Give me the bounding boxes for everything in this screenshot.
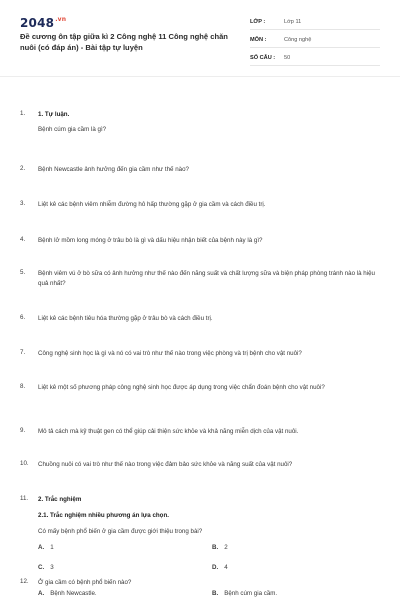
option-label: B.: [212, 544, 219, 551]
question-number: 8.: [20, 383, 26, 390]
option-label: D.: [212, 564, 219, 571]
question-text: Liệt kê một số phương pháp công nghệ sinh học được áp dụng trong việc chẩn đoán bệnh cho vật nuôi?: [38, 384, 325, 391]
option-text: Bệnh cúm gia cầm.: [224, 590, 278, 597]
section-title: 1. Tự luận.: [38, 111, 70, 118]
logo-number: 2048: [20, 16, 55, 30]
question-text: Mô tả cách mà kỹ thuật gen có thể giúp cải thiện sức khỏe và khả năng miễn dịch của vật nuôi.: [38, 428, 299, 435]
option-label: C.: [38, 564, 45, 571]
question-text: Bệnh Newcastle ảnh hưởng đến gia cầm như thế nào?: [38, 166, 189, 173]
section-title: 2. Trắc nghiệm: [38, 496, 82, 503]
header-divider: [0, 76, 400, 77]
option-text: Bệnh Newcastle.: [50, 590, 97, 597]
question-text: Công nghệ sinh học là gì và nó có vai trò như thế nào trong việc phòng và trị bệnh cho vật nuôi?: [38, 350, 302, 357]
option-text: 2: [224, 544, 228, 551]
question-number: 9.: [20, 427, 26, 434]
question-number: 7.: [20, 349, 26, 356]
option-label: A.: [38, 544, 45, 551]
meta-row-class: [250, 16, 380, 30]
question-number: 3.: [20, 200, 26, 207]
question-text: Bệnh cúm gia cầm là gì?: [38, 126, 107, 133]
option-a[interactable]: [38, 544, 54, 551]
question-number: 4.: [20, 236, 26, 243]
logo-suffix: .vn: [55, 16, 67, 23]
document-title: Đề cương ôn tập giữa kì 2 Công nghệ 11 Công nghệ chăn nuôi (có đáp án) - Bài tập tự luyện: [20, 32, 228, 52]
meta-value: Công nghệ: [284, 37, 312, 43]
option-b[interactable]: [212, 544, 228, 551]
option-a[interactable]: [38, 590, 97, 597]
option-text: 1: [50, 544, 54, 551]
question-number: 5.: [20, 269, 26, 276]
meta-key: LỚP :: [250, 19, 266, 25]
section-subtitle: 2.1. Trắc nghiệm nhiều phương án lựa chọn.: [38, 512, 169, 519]
question-text: Có mấy bệnh phổ biến ở gia cầm được giới thiệu trong bài?: [38, 528, 203, 535]
meta-row-subject: [250, 34, 380, 48]
meta-row-count: [250, 52, 380, 66]
meta-key: MÔN :: [250, 37, 267, 43]
question-text: Chuồng nuôi có vai trò như thế nào trong việc đảm bảo sức khỏe và năng suất của vật nuôi?: [38, 461, 293, 468]
question-text: Liệt kê các bệnh viêm nhiễm đường hô hấp thường gặp ở gia cầm và cách điều trị.: [38, 201, 266, 208]
meta-panel: [250, 16, 380, 70]
question-number: 12.: [20, 578, 29, 585]
question-number: 10.: [20, 460, 29, 467]
header: [0, 0, 400, 72]
option-label: A.: [38, 590, 45, 597]
section-number: 11.: [20, 495, 29, 502]
meta-value: 50: [284, 55, 291, 61]
meta-value: Lớp 11: [284, 19, 302, 25]
question-text: Liệt kê các bệnh tiêu hóa thường gặp ở trâu bò và cách điều trị.: [38, 315, 213, 322]
question-number: 2.: [20, 165, 26, 172]
section-number: 1.: [20, 110, 26, 117]
meta-key: SỐ CÂU :: [250, 55, 276, 61]
question-text: Ở gia cầm có bệnh phổ biến nào?: [38, 579, 132, 586]
option-label: B.: [212, 590, 219, 597]
option-text: 3: [50, 564, 54, 571]
question-number: 6.: [20, 314, 26, 321]
option-text: 4: [224, 564, 228, 571]
site-logo[interactable]: [20, 16, 66, 30]
question-text: Bệnh viêm vú ở bò sữa có ảnh hưởng như thế nào đến năng suất và chất lượng sữa và biện pháp phòng tránh nào là hiệu quả nhất?: [38, 270, 375, 287]
option-b[interactable]: [212, 590, 277, 597]
option-c[interactable]: [38, 564, 54, 571]
question-text: Bệnh lở mồm long móng ở trâu bò là gì và dấu hiệu nhận biết của bệnh này là gì?: [38, 237, 263, 244]
option-d[interactable]: [212, 564, 228, 571]
